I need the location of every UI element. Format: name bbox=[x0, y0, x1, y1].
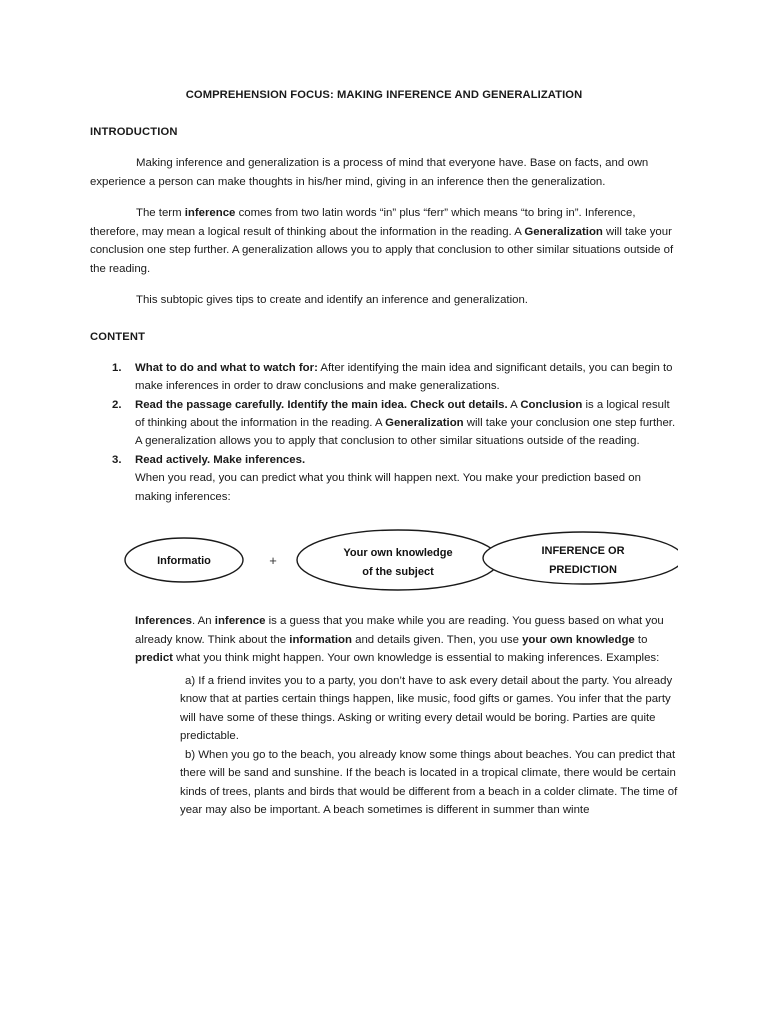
own-knowledge-ellipse-line-2: of the subject bbox=[362, 566, 434, 579]
inferences-bold-inference: inference bbox=[214, 615, 266, 628]
content-item-3-text: When you read, you can predict what you think will happen next. You make your prediction based on making inferences: bbox=[135, 472, 641, 503]
inferences-bold-predict: predict bbox=[135, 652, 173, 665]
own-knowledge-ellipse bbox=[297, 530, 499, 590]
document-body bbox=[90, 88, 678, 820]
inferences-bold-own-knowledge: your own knowledge bbox=[522, 633, 635, 646]
diagram-node-own-knowledge bbox=[297, 530, 499, 590]
introduction-paragraph-3 bbox=[90, 291, 678, 309]
document-title: COMPREHENSION FOCUS: MAKING INFERENCE AND GENERALIZATION bbox=[185, 89, 583, 101]
inferences-text-4: to bbox=[634, 633, 648, 646]
content-list bbox=[90, 359, 678, 507]
content-item-1-bold-lead: What to do and what to watch for: bbox=[135, 361, 318, 374]
intro-p2-text-1: The term bbox=[136, 207, 185, 220]
content-item-3-bold-lead: Read actively. Make inferences. bbox=[135, 453, 306, 466]
content-list-item-2 bbox=[90, 396, 678, 451]
intro-p2-bold-inference: inference bbox=[184, 207, 236, 220]
intro-p2-text-2: comes from two latin words “in” plus “ferr” which means “to bring in”. Inference, therefore, may mean a logical result of thinking about the information in the reading. A bbox=[90, 207, 636, 238]
plus-operator: + bbox=[269, 553, 277, 569]
example-item-a: a) If a friend invites you to a party, you don’t have to ask every detail about the party. You already know that at parties certain things happen, like music, food gifts or games. You infer that the party will have some of these things. Asking or writing every detail would be boring. Parties are quite predictable. bbox=[180, 674, 673, 743]
content-item-2-bold-lead: Read the passage carefully. Identify the main idea. Check out details. bbox=[135, 398, 508, 411]
intro-p2-bold-generalization: Generalization bbox=[524, 225, 603, 238]
content-item-1-text: After identifying the main idea and significant details, you can begin to make inferences in order to draw conclusions and make generalizations. bbox=[135, 361, 673, 393]
diagram-node-inference-prediction bbox=[483, 532, 678, 584]
inferences-text-1: . An bbox=[191, 615, 215, 628]
intro-p2-text-3: will take your conclusion one step further. A generalization allows you to apply that conclusion to other similar situations outside of the reading. bbox=[90, 225, 674, 275]
content-item-2-bold-generalization: Generalization bbox=[385, 417, 464, 430]
content-item-2-bold-conclusion: Conclusion bbox=[520, 398, 583, 411]
diagram-node-information bbox=[125, 538, 243, 582]
inferences-text-5: what you think might happen. Your own knowledge is essential to making inferences. Examples: bbox=[172, 652, 660, 665]
inferences-bold-information: information bbox=[289, 633, 352, 646]
own-knowledge-ellipse-line-1: Your own knowledge bbox=[343, 547, 453, 560]
inference-prediction-line-2: PREDICTION bbox=[549, 564, 617, 577]
content-item-2-text-1: A bbox=[507, 398, 521, 411]
inferences-bold-lead: Inferences bbox=[135, 615, 192, 628]
content-list-item-3 bbox=[90, 451, 678, 506]
content-list-item-1 bbox=[90, 359, 678, 396]
inference-prediction-ellipse bbox=[483, 532, 678, 584]
inferences-text-3: and details given. Then, you use bbox=[351, 633, 523, 646]
information-ellipse-label: Informatio bbox=[157, 555, 211, 568]
content-item-2-text-2: is a logical result of thinking about the information in the reading. A bbox=[135, 398, 670, 430]
introduction-paragraph-2 bbox=[90, 204, 678, 278]
example-item-b: b) When you go to the beach, you already know some things about beaches. You can predict that there will be sand and sunshine. If the beach is located in a tropical climate, there would be certain kinds of trees, plants and birds that would be different from a beach in a colder climate. The time of year may also be important. A beach sometimes is different in summer than winte bbox=[180, 748, 678, 817]
introduction-paragraph-3-text: This subtopic gives tips to create and identify an inference and generalization. bbox=[136, 294, 528, 307]
introduction-heading: INTRODUCTION bbox=[90, 126, 178, 139]
introduction-paragraph-1-text: Making inference and generalization is a process of mind that everyone have. Base on facts, and own experience a person can make thoughts in his/her mind, giving in an inference then the generalization. bbox=[90, 157, 649, 188]
inferences-paragraph bbox=[90, 612, 678, 667]
introduction-paragraph-1 bbox=[90, 154, 678, 191]
inference-equation-diagram bbox=[90, 518, 678, 606]
content-heading: CONTENT bbox=[90, 330, 146, 343]
examples-list bbox=[90, 672, 678, 820]
content-item-2-text-3: will take your conclusion one step further. A generalization allows you to apply that conclusion to other similar situations outside of the reading. bbox=[135, 417, 676, 448]
inference-prediction-line-1: INFERENCE OR bbox=[541, 545, 625, 558]
inferences-text-2: is a guess that you make while you are reading. You guess based on what you already know. Think about the bbox=[135, 615, 664, 646]
